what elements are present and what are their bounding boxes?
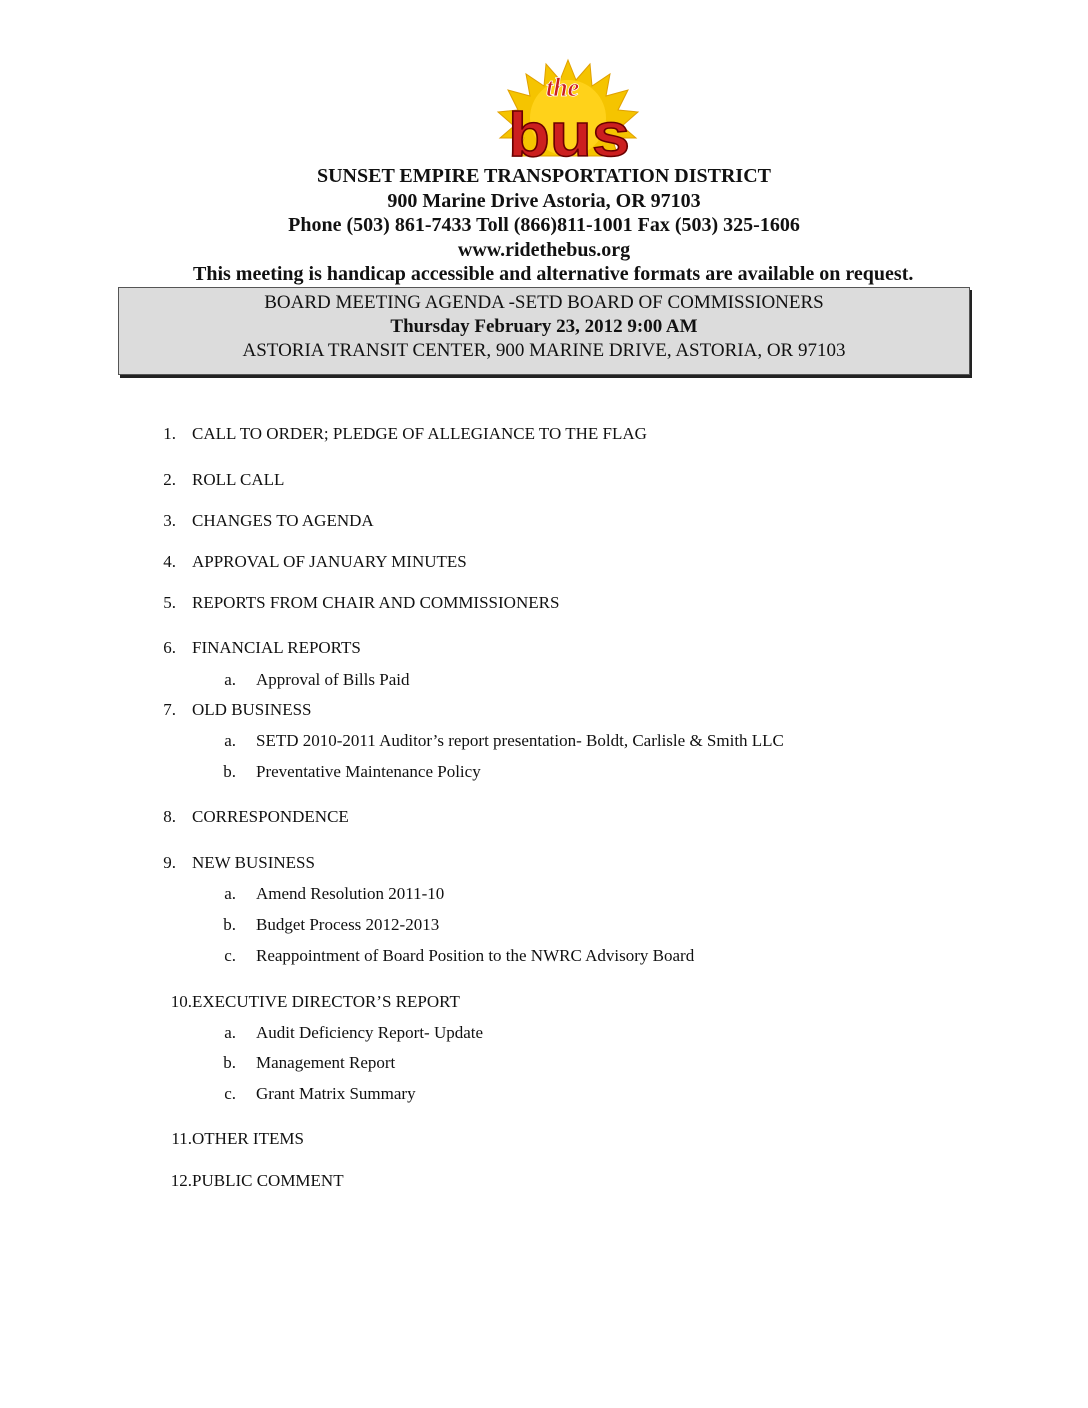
- item-number: 6.: [163, 638, 176, 657]
- meeting-date: Thursday February 23, 2012 9:00 AM: [390, 316, 698, 337]
- subitem-letter: a.: [224, 731, 236, 750]
- subitem-text: Budget Process 2012-2013: [256, 915, 440, 934]
- subitem-letter: b.: [223, 1053, 236, 1072]
- subitem-text: SETD 2010-2011 Auditor’s report presentation- Boldt, Carlisle & Smith LLC: [256, 731, 784, 750]
- subitem-letter: b.: [223, 915, 236, 934]
- item-text: CHANGES TO AGENDA: [192, 511, 374, 530]
- item-text: CALL TO ORDER; PLEDGE OF ALLEGIANCE TO THE FLAG: [192, 424, 647, 443]
- subitem-letter: a.: [224, 670, 236, 689]
- logo-word-the: the: [546, 73, 580, 102]
- subitem-letter: c.: [224, 1084, 236, 1103]
- item-text: REPORTS FROM CHAIR AND COMMISSIONERS: [192, 593, 560, 612]
- item-number: 4.: [163, 552, 176, 571]
- item-text: OTHER ITEMS: [192, 1129, 304, 1148]
- org-name: SUNSET EMPIRE TRANSPORTATION DISTRICT: [316, 165, 772, 187]
- item-number: 7.: [163, 700, 176, 719]
- subitem-letter: b.: [223, 762, 236, 781]
- logo-word-bus: bus: [508, 101, 630, 166]
- subitem-text: Management Report: [256, 1053, 396, 1072]
- subitem-text: Amend Resolution 2011-10: [256, 884, 445, 903]
- accessibility-notice: This meeting is handicap accessible and alternative formats are available on request.: [193, 263, 914, 285]
- item-text: EXECUTIVE DIRECTOR’S REPORT: [192, 992, 460, 1011]
- subitem-text: Preventative Maintenance Policy: [256, 762, 481, 781]
- meeting-title: BOARD MEETING AGENDA -SETD BOARD OF COMMISSIONERS: [264, 292, 824, 313]
- subitem-letter: a.: [224, 1023, 236, 1042]
- item-number: 1.: [163, 424, 176, 443]
- item-number: 12.: [170, 1171, 192, 1190]
- org-phone: Phone (503) 861-7433 Toll (866)811-1001 Fax (503) 325-1606: [288, 214, 800, 236]
- item-number: 9.: [163, 853, 176, 872]
- item-number: 3.: [163, 511, 176, 530]
- org-website: www.ridethebus.org: [457, 239, 631, 261]
- item-number: 10.: [170, 992, 192, 1011]
- item-text: NEW BUSINESS: [192, 853, 315, 872]
- item-text: OLD BUSINESS: [192, 700, 312, 719]
- item-text: CORRESPONDENCE: [192, 807, 349, 826]
- item-text: APPROVAL OF JANUARY MINUTES: [192, 552, 467, 571]
- item-text: PUBLIC COMMENT: [192, 1171, 344, 1190]
- org-address: 900 Marine Drive Astoria, OR 97103: [387, 190, 701, 212]
- subitem-letter: a.: [224, 884, 236, 903]
- item-number: 8.: [163, 807, 176, 826]
- subitem-text: Audit Deficiency Report- Update: [256, 1023, 484, 1042]
- subitem-text: Grant Matrix Summary: [256, 1084, 416, 1103]
- the-bus-logo: [488, 56, 648, 166]
- subitem-letter: c.: [224, 946, 236, 965]
- meeting-info-box: [118, 287, 970, 375]
- subitem-text: Reappointment of Board Position to the NWRC Advisory Board: [256, 946, 695, 965]
- item-text: ROLL CALL: [192, 470, 285, 489]
- subitem-text: Approval of Bills Paid: [256, 670, 410, 689]
- item-number: 5.: [163, 593, 176, 612]
- meeting-location: ASTORIA TRANSIT CENTER, 900 MARINE DRIVE, ASTORIA, OR 97103: [242, 340, 846, 361]
- item-text: FINANCIAL REPORTS: [192, 638, 361, 657]
- item-number: 11.: [171, 1129, 192, 1148]
- item-number: 2.: [163, 470, 176, 489]
